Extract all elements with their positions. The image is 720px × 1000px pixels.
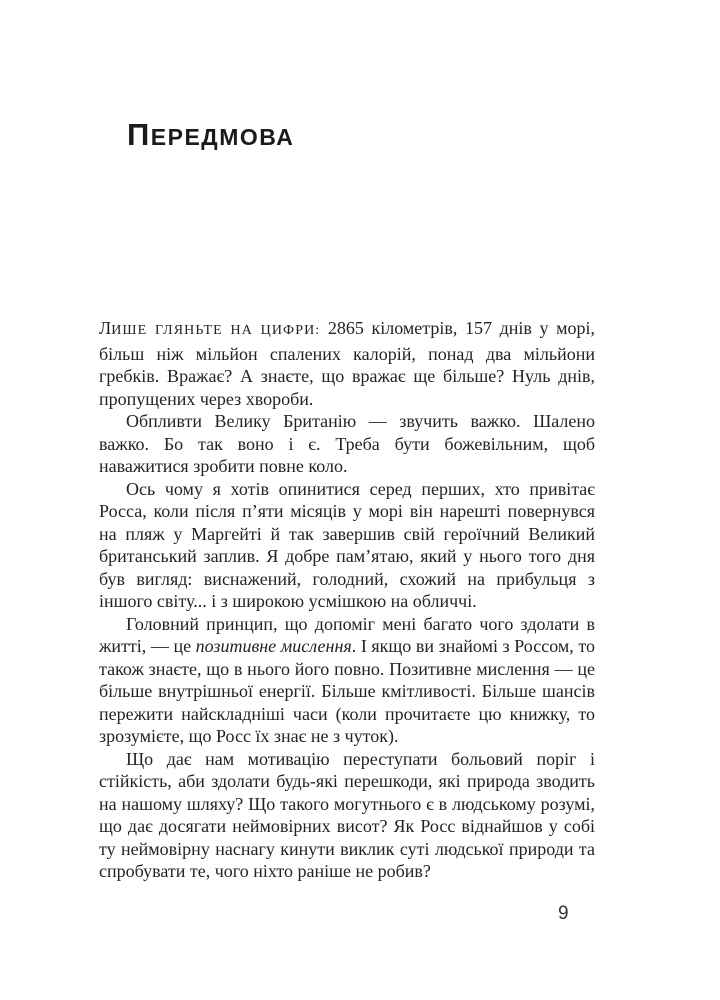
- text-segment: . І якщо ви знайомі з Россом, то також знаєте, що в нього його повно. Позитивне мислення — це більше внутрішньої енергії. Більше кмітливості. Більше шансів пережити найскладніші часи (коли прочитаєте цю книжку, то зрозумієте, що Росс їх знає не з чуток).: [99, 636, 595, 746]
- text-segment: позитивне мислення: [195, 636, 352, 656]
- paragraph: [99, 613, 595, 748]
- paragraph: [99, 410, 595, 478]
- paragraph: [99, 748, 595, 883]
- paragraph: [99, 317, 595, 410]
- text-segment: Л: [99, 318, 112, 338]
- text-segment: Обпливти Велику Британію — звучить важко. Шалено важко. Бо так воно і є. Треба бути божевільним, щоб наважитися зробити повне коло.: [99, 411, 595, 476]
- text-segment: 2865 кілометрів, 157 днів у морі, більш ніж мільйон спалених калорій, понад два мільйони гребків. Вражає? А знаєте, що вражає ще більше? Нуль днів, пропущених через хвороби.: [99, 318, 595, 409]
- paragraph: [99, 478, 595, 613]
- page-number: 9: [558, 903, 569, 924]
- text-segment: Ось чому я хотів опинитися серед перших, хто привітає Росса, коли після п’яти місяців у морі він нарешті повернувся на пляж у Маргейті й так завершив свій героїчний Великий британський заплив. Я добре пам’ятаю, який у нього того дня був вигляд: виснажений, голодний, схожий на прибульця з іншого світу... і з широкою усмішкою на обличчі.: [99, 478, 595, 611]
- chapter-heading: ПЕРЕДМОВА: [127, 117, 295, 152]
- body-text: [99, 317, 595, 883]
- text-segment: ИШЕ ГЛЯНЬТЕ НА ЦИФРИ:: [111, 323, 321, 338]
- text-segment: Що дає нам мотивацію переступати больовий поріг і стійкість, аби здолати будь-які перешкоди, які природа зводить на нашому шляху? Що такого могутнього є в людському розумі, що дає досягати неймовірних висот? Як Росс віднайшов у собі ту неймовірну наснагу кинути виклик суті людської природи та спробувати те, чого ніхто раніше не робив?: [99, 748, 595, 881]
- text-segment: Головний принцип, що допоміг мені багато чого здолати в житті, — це: [99, 613, 595, 656]
